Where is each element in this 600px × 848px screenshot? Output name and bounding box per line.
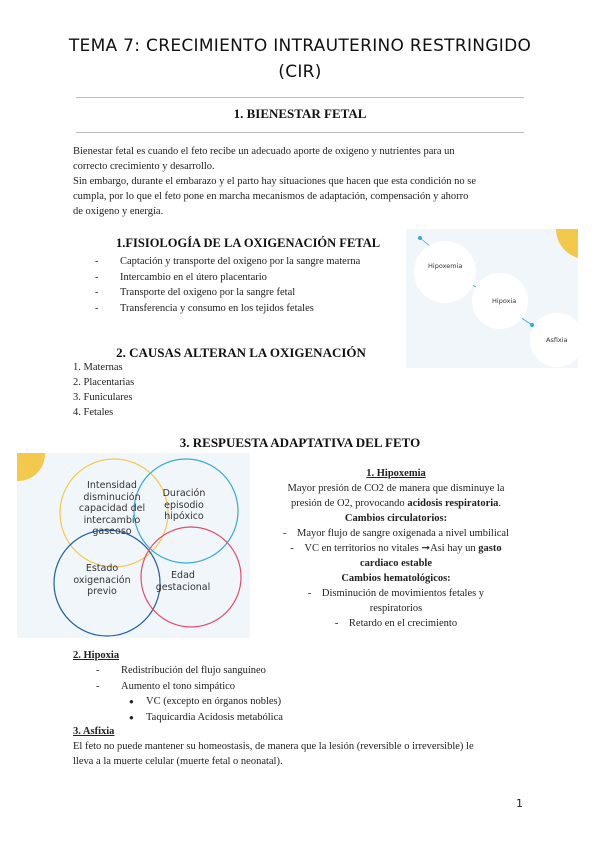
dash-marker: - [307,588,312,599]
list-item [129,710,446,726]
list-item-text: Aumento el tono simpático [121,680,236,692]
hypoxia-heading: 2. Hipoxia [73,650,120,661]
list-item-text: Transporte del oxigeno por la sangre fetal [120,287,296,298]
list-item-text: Transferencia y consumo en los tejidos fetales [120,302,314,314]
list-item-text: VC (excepto en órganos nobles) [146,696,282,707]
intro-line: Sin embargo, durante el embarazo y el parto hay situaciones que hacen que esta condición no se [73,176,477,187]
hypoxemia-text: Mayor presión de CO2 de manera que disminuye la [287,483,505,494]
divider-bottom [76,132,524,133]
dash-marker: - [95,287,99,298]
hematologic-heading: Cambios hematológicos: [341,573,451,584]
intro-line: correcto crecimiento y desarrollo. [73,161,215,172]
venn-line: disminución [83,491,141,503]
venn-line: oxigenación [73,574,131,586]
list-item [95,270,400,286]
dash-marker: - [290,543,294,554]
list-item-text: Redistribución del flujo sanguíneo [121,665,266,676]
venn-line: Intensidad [87,480,137,491]
venn-line: gaseoso [92,526,132,537]
text-run-bold: gasto [478,543,502,554]
dash-marker: - [95,271,99,283]
section-heading-bienestar: 1. BIENESTAR FETAL [233,106,367,121]
venn-line: Estado [85,563,119,574]
hypoxemia-heading: 1. Hipoxemia [366,468,426,479]
list-item-text: Captación y transporte del oxigeno por la sangre materna [120,256,361,267]
venn-line: intercambio [83,514,141,526]
bullet-marker: ● [129,697,134,706]
bullet-marker: ● [129,712,134,722]
asphyxia-line: El feto no puede mantener su homeostasis, de manera que la lesión (reversible o irreversible) le [73,741,474,752]
stage-dot [418,236,422,240]
venn-label-duration [149,488,219,523]
venn-line: capacidad del [78,503,146,514]
hypoxemia-text [262,496,530,511]
venn-line: episodio [164,499,204,511]
dash-marker: - [96,665,100,676]
list-item [96,663,421,679]
venn-label-intensity [74,480,150,538]
intro-line: cumpla, por lo que el feto pone en marcha mecanismos de adaptación, compensación y ahorro [73,191,469,202]
list-item [95,254,400,270]
venn-line: Edad [171,570,195,581]
dash-marker: - [96,680,100,692]
stage-label: Asfixia [546,336,568,344]
causes-list [73,360,134,420]
list-item-text: Taquicardia Acidosis metabólica [146,711,283,723]
text-run-bold: acidosis respiratoria [407,498,499,509]
list-item-text: Mayor flujo de sangre oxigenada a nivel umbilical [297,528,509,539]
list-item-text: Intercambio en el útero placentario [120,271,267,283]
stage-label: Hipoxia [492,297,517,305]
hypoxia-list [96,663,421,694]
page-title-line2: (CIR) [278,62,322,82]
page-title: TEMA 7: CRECIMIENTO INTRAUTERINO RESTRINGIDO [68,36,532,56]
venn-line: previo [87,586,117,597]
asphyxia-line: lleva a la muerte celular (muerte fetal o neonatal). [73,756,283,767]
hypoxemia-block [262,466,530,631]
list-item-text: respiratorios [369,603,423,614]
list-item [262,586,530,601]
stages-figure [406,229,578,368]
stage-label: Hipoxemia [428,262,463,270]
list-item [129,694,446,710]
stage-circle-hipoxemia [414,241,476,303]
list-item [262,541,530,556]
intro-line: de oxigeno y energía. [73,206,164,217]
list-item [95,301,400,317]
list-item: 1. Maternas [73,362,123,373]
text-run-bold: cardiaco estable [359,558,433,569]
list-item: 2. Placentarias [73,377,135,388]
divider-top [76,97,524,98]
list-item-text: Disminución de movimientos fetales y [321,588,485,599]
list-item [262,616,530,631]
dash-marker: - [95,256,99,267]
venn-line: hipóxico [164,511,204,522]
list-item [95,285,400,301]
venn-label-age [148,570,218,593]
asphyxia-heading: 3. Asfixia [73,726,115,737]
list-item [96,679,421,695]
dash-marker: - [283,528,287,539]
text-run: presión de O2, provocando [290,498,408,509]
physiology-list [95,254,400,316]
hypoxia-sublist [129,694,446,725]
response-heading: 3. RESPUESTA ADAPTATIVA DEL FETO [179,435,421,450]
dash-marker: - [95,302,99,314]
list-item [262,526,530,541]
page-number: 1 [516,797,523,810]
venn-line: gestacional [155,581,211,593]
circulatory-heading: Cambios circulatorios: [344,513,448,524]
list-item-text: Retardo en el crecimiento [348,618,458,629]
physiology-heading: 1.FISIOLOGÍA DE LA OXIGENACIÓN FETAL [116,236,381,250]
list-item: 3. Funiculares [73,392,133,403]
asphyxia-paragraph [73,739,543,769]
list-item: 4. Fetales [73,407,114,418]
causes-heading: 2. CAUSAS ALTERAN LA OXIGENACIÓN [116,345,366,360]
venn-diagram [17,453,250,638]
dash-marker: - [334,618,339,629]
text-run: . [498,498,502,509]
venn-label-state [67,563,137,598]
list-item-text: VC en territorios no vitales ➞Asi hay un [304,543,479,554]
intro-paragraph [73,144,543,219]
venn-line: Duración [162,488,206,499]
intro-line: Bienestar fetal es cuando el feto recibe un adecuado aporte de oxigeno y nutrientes para un [73,146,455,157]
